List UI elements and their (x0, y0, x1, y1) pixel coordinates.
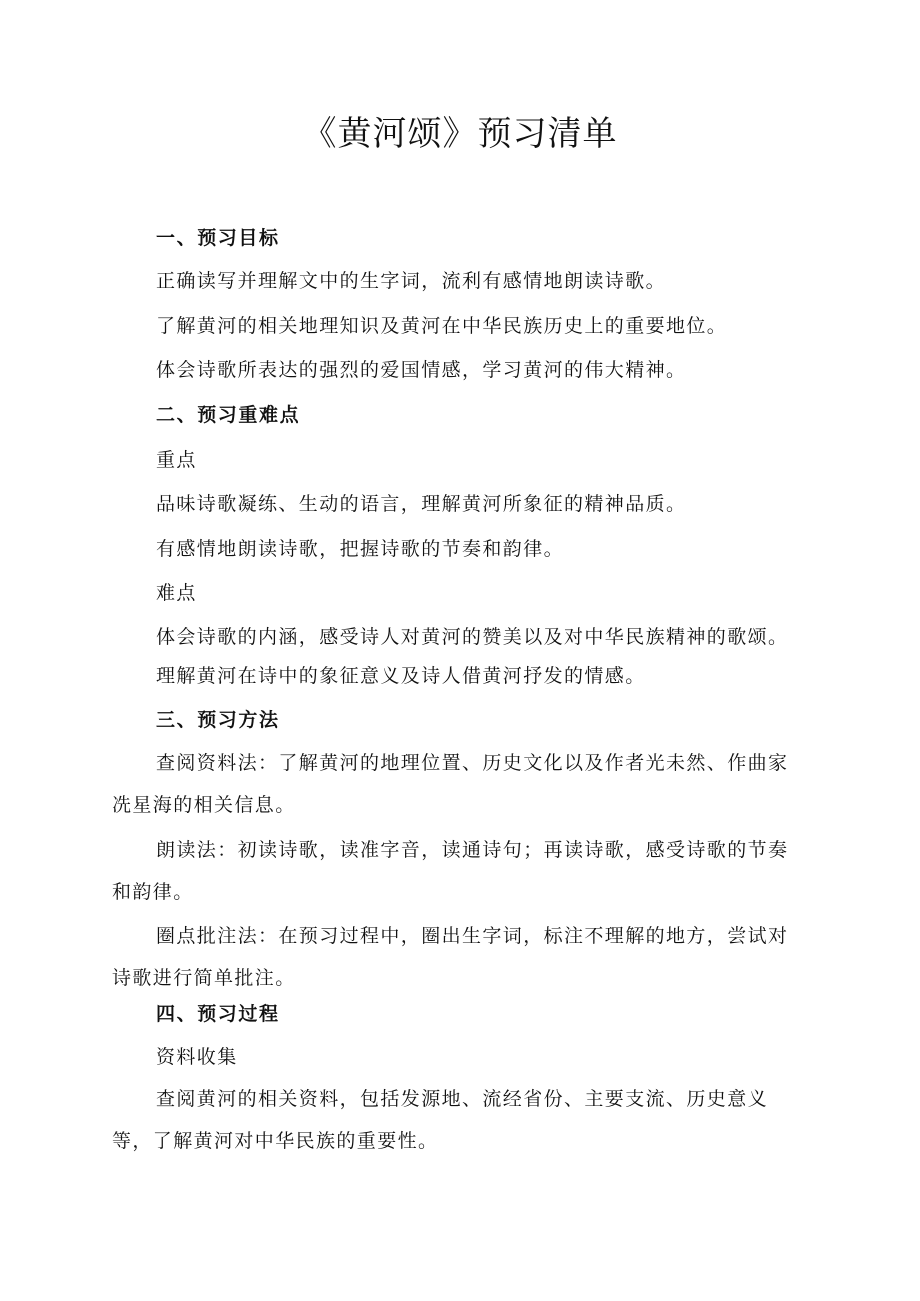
paragraph: 体会诗歌的内涵，感受诗人对黄河的赞美以及对中华民族精神的歌颂。 (156, 626, 789, 648)
subheading-key: 重点 (156, 449, 197, 471)
paragraph: 圈点批注法：在预习过程中，圈出生字词，标注不理解的地方，尝试对诗歌进行简单批注。 (112, 925, 789, 989)
paragraph: 了解黄河的相关地理知识及黄河在中华民族历史上的重要地位。 (156, 315, 728, 337)
paragraph: 理解黄河在诗中的象征意义及诗人借黄河抒发的情感。 (156, 665, 646, 687)
subheading-difficult: 难点 (156, 582, 197, 604)
paragraph: 品味诗歌凝练、生动的语言，理解黄河所象征的精神品质。 (156, 493, 687, 515)
subheading-materials: 资料收集 (156, 1046, 238, 1068)
section-heading-key-points: 二、预习重难点 (156, 404, 301, 426)
paragraph: 查阅黄河的相关资料，包括发源地、流经省份、主要支流、历史意义等，了解黄河对中华民族的重要性。 (112, 1088, 769, 1152)
paragraph: 正确读写并理解文中的生字词，流利有感情地朗读诗歌。 (156, 270, 667, 292)
section-heading-process: 四、预习过程 (156, 1003, 280, 1025)
paragraph: 朗读法：初读诗歌，读准字音，读通诗句；再读诗歌，感受诗歌的节奏和韵律。 (112, 839, 789, 903)
paragraph: 查阅资料法：了解黄河的地理位置、历史文化以及作者光未然、作曲家冼星海的相关信息。 (112, 752, 789, 816)
section-heading-methods: 三、预习方法 (156, 709, 280, 731)
section-heading-goals: 一、预习目标 (156, 227, 280, 249)
document-title: 《黄河颂》预习清单 (302, 114, 618, 154)
paragraph: 体会诗歌所表达的强烈的爱国情感，学习黄河的伟大精神。 (156, 359, 687, 381)
paragraph: 有感情地朗读诗歌，把握诗歌的节奏和韵律。 (156, 538, 565, 560)
